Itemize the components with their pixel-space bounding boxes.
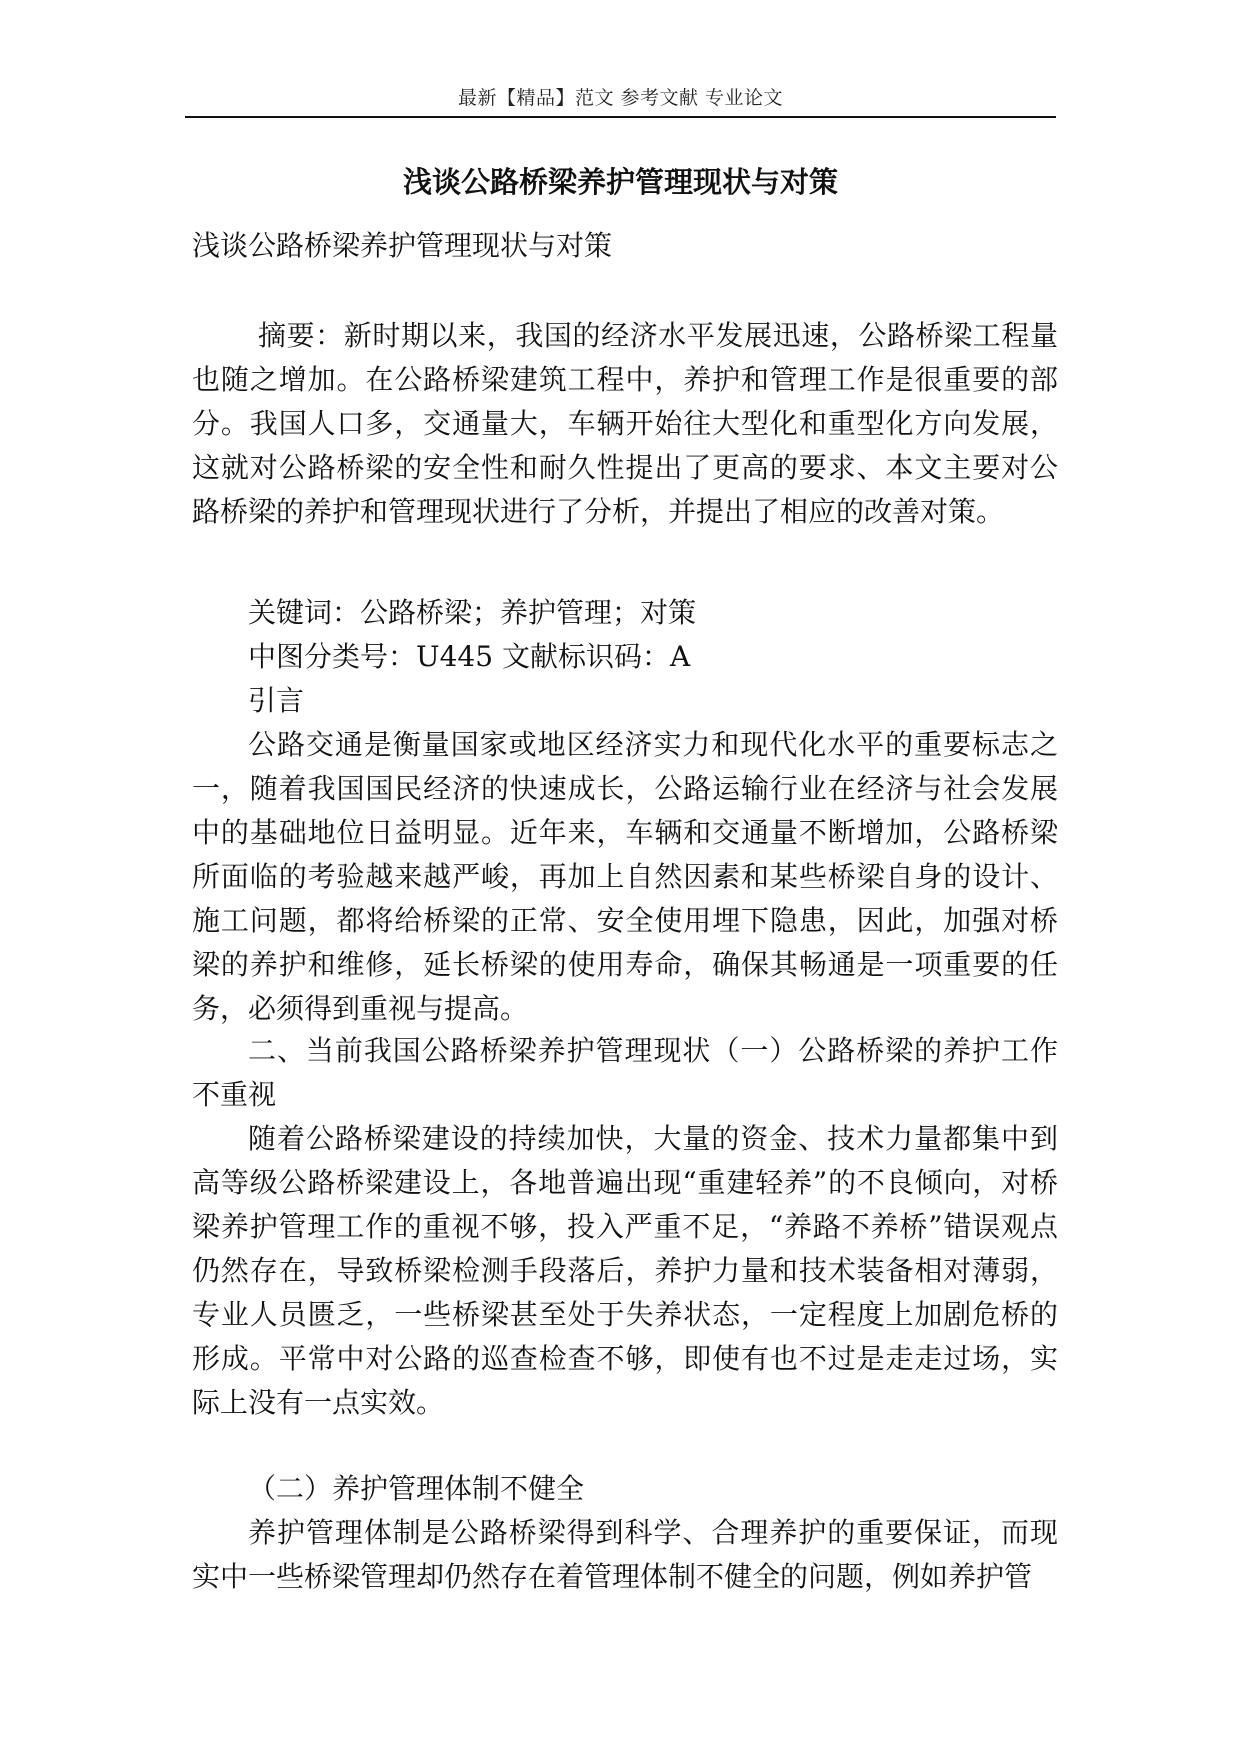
keywords-line: 关键词：公路桥梁；养护管理；对策 [248, 596, 697, 629]
body-paragraph-1: 公路交通是衡量国家或地区经济实力和现代化水平的重要标志之一，随着我国国民经济的快速成长，公路运输行业在经济与社会发展中的基础地位日益明显。近年来，车辆和交通量不断增加，公路桥梁所面临的考验越来越严峻，再加上自然因素和某些桥梁自身的设计、施工问题，都将给桥梁的正常、安全使用埋下隐患，因此，加强对桥梁的养护和维修，延长桥梁的使用寿命，确保其畅通是一项重要的任务，必须得到重视与提高。 [192, 728, 1058, 1025]
body-paragraph-3: 养护管理体制是公路桥梁得到科学、合理养护的重要保证，而现实中一些桥梁管理却仍然存在着管理体制不健全的问题，例如养护管 [192, 1516, 1058, 1593]
abstract-paragraph: 摘要：新时期以来，我国的经济水平发展迅速，公路桥梁工程量也随之增加。在公路桥梁建筑工程中，养护和管理工作是很重要的部分。我国人口多，交通量大，车辆开始往大型化和重型化方向发展，这就对公路桥梁的安全性和耐久性提出了更高的要求、本文主要对公路桥梁的养护和管理现状进行了分析，并提出了相应的改善对策。 [192, 319, 1058, 528]
page-header: 最新【精品】范文 参考文献 专业论文 [457, 87, 784, 109]
classification-line: 中图分类号：U445 文献标识码：A [248, 640, 691, 673]
header-divider [185, 116, 1056, 118]
subsection-2-heading: （二）养护管理体制不健全 [248, 1472, 585, 1505]
document-subtitle: 浅谈公路桥梁养护管理现状与对策 [192, 229, 613, 262]
document-title: 浅谈公路桥梁养护管理现状与对策 [402, 165, 838, 199]
body-paragraph-2: 随着公路桥梁建设的持续加快，大量的资金、技术力量都集中到高等级公路桥梁建设上，各地普遍出现“重建轻养”的不良倾向，对桥梁养护管理工作的重视不够，投入严重不足，“养路不养桥”错误观点仍然存在，导致桥梁检测手段落后，养护力量和技术装备相对薄弱，专业人员匮乏，一些桥梁甚至处于失养状态，一定程度上加剧危桥的形成。平常中对公路的巡查检查不够，即使有也不过是走走过场，实际上没有一点实效。 [192, 1122, 1058, 1419]
introduction-heading: 引言 [248, 684, 305, 717]
section-2-heading: 二、当前我国公路桥梁养护管理现状（一）公路桥梁的养护工作不重视 [192, 1034, 1058, 1111]
